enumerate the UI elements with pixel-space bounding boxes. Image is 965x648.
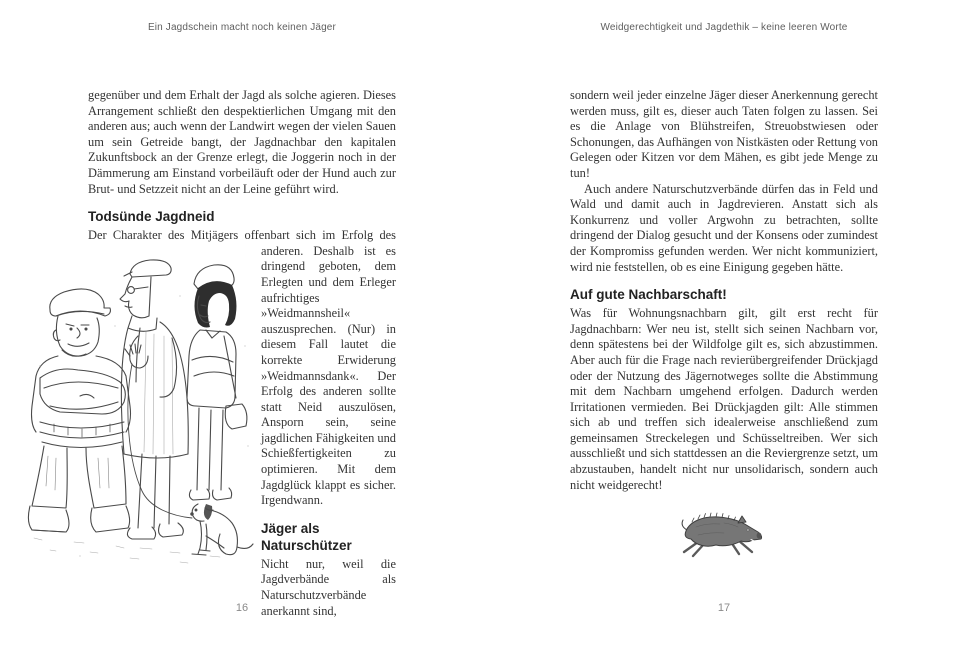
hunters-conversation-illustration	[20, 256, 260, 578]
paragraph: sondern weil jeder einzelne Jäger dieser Anerkennung gerecht werden muss, gilt es, dieser auch Taten folgen zu lassen. Sei es die Anlage von Blühstreifen, Streuobstwiesen oder Schonungen, das Aufhängen von Nistkästen oder Rettung von Gelegen oder Kitzen vor dem Mähen, es gibt jede Menge zu tun!	[570, 88, 878, 180]
paragraph: Auch andere Naturschutzverbände dürfen das in Feld und Wald und damit auch in Jagdrevieren. Anstatt sich als Konkurrenz und voller Argwohn zu betrachten, sollte dringend der Dialog gesucht und der Konsens oder zumindest der Kompromiss gefunden werden. Wer nicht kommuniziert, wird nie feststellen, ob es eine Einigung gegeben hätte.	[570, 181, 878, 274]
running-head-left: Ein Jagdschein macht noch keinen Jäger	[147, 22, 337, 33]
section-heading: Auf gute Nachbarschaft!	[570, 287, 727, 303]
paragraph: gegenüber und dem Erhalt der Jagd als solche agieren. Dieses Arrangement schließt den despektierlichen Umgang mit den anderen aus; auch wenn der Landwirt wegen der vielen Sauen um sein Getreide bangt, der Jagdnachbar den kapitalen Zukunftsbock an der Grenze erlegt, die Joggerin noch in der Dämmerung am Einstand vorbeiläuft oder der Hund auch zur Brut- und Setzzeit nicht an der Leine geführt wird.	[88, 88, 396, 196]
running-boar-illustration	[570, 511, 878, 564]
paragraph: Was für Wohnungsnachbarn gilt, gilt erst recht für Jagdnachbarn: Wer neu ist, stellt sich seinen Nachbarn vor, denn spätestens bei der Wildfolge gilt es, sich abzustimmen. Aber auch für die Frage nach revierübergreifender Drückjagd oder der Nutzung des Jägernotweges sollte die Abstimmung mit dem Nachbarn umgehend erfolgen. Dadurch werden Irritationen vermieden. Bei Drückjagden gilt: Alle stimmen sich ab und treffen sich idealerweise anschließend zum gemeinsamen Streckelegen und Schüsseltreiben. Wer sich ausschließt und sich stattdessen an die Reviergrenze setzt, um abzustauben, handelt nicht nur unsolidarisch, sondern auch nicht weidgerecht!	[570, 306, 878, 492]
paragraph-lead-line: Der Charakter des Mitjägers offenbart sich im Erfolg des	[88, 228, 396, 243]
right-page-text-column	[570, 88, 878, 564]
running-head-right: Weidgerechtigkeit und Jagdethik – keine leeren Worte	[600, 22, 848, 33]
page-number-left: 16	[235, 602, 249, 614]
page-number-right: 17	[717, 602, 731, 614]
section-heading: Jäger als Naturschützer	[261, 520, 352, 553]
paragraph: anderen. Deshalb ist es dringend geboten, dem Erlegten und dem Erleger aufrichtiges »Weidmannsheil« auszusprechen. (Nur) in diesem Fall lautet die korrekte Erwiderung »Weidmannsdank«. Der Erfolg des anderen sollte statt Neid auszulösen, Ansporn sein, seine jagdlichen Fähigkeiten und Schießfertigkeiten zu optimieren. Mit dem Jagdglück klappt es sicher. Irgendwann.	[261, 243, 396, 508]
section-heading: Todsünde Jagdneid	[88, 209, 215, 225]
paragraph: Nicht nur, weil die Jagdverbände als Naturschutzverbände anerkannt sind,	[261, 556, 396, 618]
